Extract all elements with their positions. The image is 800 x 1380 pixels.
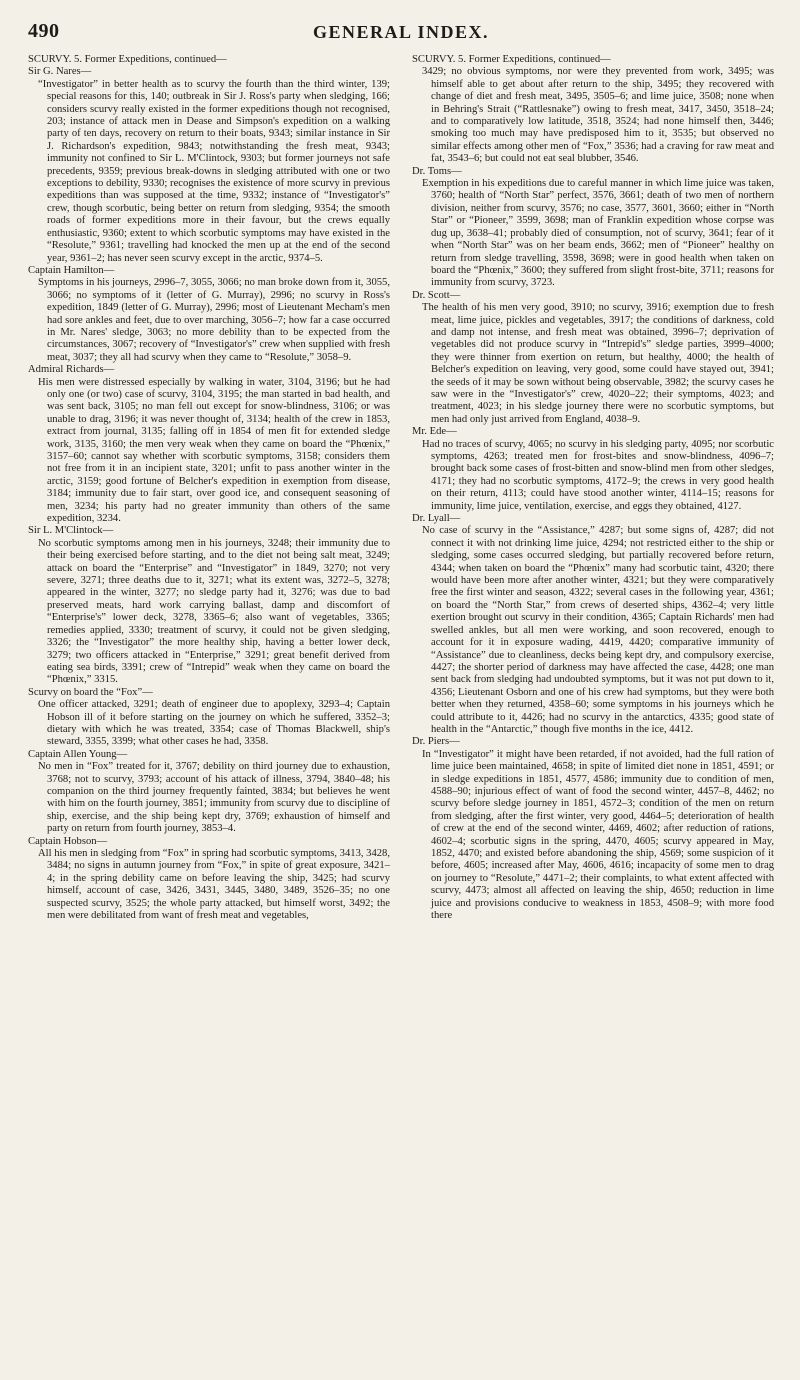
- index-entry: In “Investigator” it might have been retarded, if not avoided, had the full ration of lime juice been maintained, 4658; in spite of limited diet none in 1851, 4591; or in sledge expeditions in 1851, 4577, 4586; immunity due to condition of men, 4588–90; injurious effect of want of food the second winter, 4457–8, 4462; no scurvy before sledge journey in 1851, 4572–3; condition of the men on return from sledging, after the first winter, very good, 4464–5; deterioration of health of crew at the end of the second winter, 4469, 4602; after reduction of rations, 4602–4; scorbutic signs in the spring, 4470, 4605; scurvy appeared in May, 1852, 4470; and existed before abandoning the ship, 4569; some suspicion of it before, 4605; increased after May, 4606, 4616; incapacity of some men to drag on journey to “Resolute,” 4471–2; their complaints, to what extent affected with scurvy, 4473; almost all affected on leaving the ship, 4650; reduction in lime juice and provisions conducive to weakness in 1853, 4508–9; with more food there: [422, 748, 774, 922]
- index-heading: SCURVY. 5. Former Expeditions, continued—: [412, 54, 611, 65]
- index-subheading: Dr. Piers—: [412, 736, 460, 748]
- index-subheading: Captain Hamilton—: [28, 264, 115, 276]
- index-entry: No men in “Fox” treated for it, 3767; debility on third journey due to exhaustion, 3768; not to scurvy, 3793; account of his attack of illness, 3794, 3840–48; his companion on the third journey frequently fainted, 3834; but believes he went with him on the fourth journey, 3851; immunity from scurvy due to discipline of ship, exercise, and the ship being kept dry, 3769; exhaustion of himself and party on return from fourth journey, 3853–4.: [38, 761, 390, 835]
- index-entry: Symptoms in his journeys, 2996–7, 3055, 3066; no man broke down from it, 3055, 3066; no symptoms of it (letter of G. Murray), 2996; no scurvy in Ross's expedition, 1849 (letter of G. Murray), 2996; most of Lieutenant Mecham's men had sore ankles and feet, due to over marching, 3056–7; how far a case occurred in Mr. Nares' sledge, 3063; no more debility than to be expected from the circumstances, 3067; recovery of “Investigator's” crew when supplied with fresh meat, 3037; they all had scurvy when they came to “Resolute,” 3058–9.: [38, 277, 390, 363]
- index-subheading: Captain Hobson—: [28, 835, 108, 847]
- index-entry: Exemption in his expeditions due to careful manner in which lime juice was taken, 3760; health of “North Star” perfect, 3576, 3661; death of two men of northern division, neither from scurvy, 3576; no case, 3577, 3601, 3660; either in “North Star” or “Pioneer,” 3599, 3698; man of Franklin expedition whose corpse was dug up, 3638–41; probably died of consumption, not of scurvy, 3641; fear of it when “North Star” was on her beam ends, 3662; men of “Pioneer” healthy on return from sledge travelling, 3598, 3698; were in good health when taken on board the “Phœnix,” 3600; they suffered from slight frost-bite, 3711; reasons for immunity from scurvy, 3723.: [422, 178, 774, 289]
- index-subheading: Scurvy on board the “Fox”—: [28, 686, 153, 698]
- page-header: [28, 20, 772, 50]
- index-entry: All his men in sledging from “Fox” in spring had scorbutic symptoms, 3413, 3428, 3484; no signs in autumn journey from “Fox,” in spite of great exposure, 3421–4; in the spring debility came on before leaving the ship, 3425; had scurvy himself, account of case, 3426, 3431, 3445, 3480, 3489, 3526–35; no one suspected scurvy, 3525; the whole party attacked, but himself worst, 3492; the men were debilitated from want of fresh meat and vegetables,: [38, 848, 390, 922]
- index-entry: “Investigator” in better health as to scurvy the fourth than the third winter, 139; special reasons for this, 140; outbreak in Sir J. Ross's party when sledging, 166; considers scurvy really existed in the former expeditions though not recognised, 203; instance of attack men in Dease and Simpson's expedition on a walking party of ten days, recovery on return to their boats, 9343; similar instance in Sir J. Richardson's expedition, 9843; notwithstanding the fresh meat, 9343; immunity not confined to Sir L. M'Clintock, 9303; but former journeys not safe precedents, 9359; previous break-downs in sledging attributed with one or two exceptions to debility, 9330; recognises the existence of more scurvy in previous expeditions than was supposed at the time, 9332; instance of “Investigator's” crew, though scorbutic, being better on return from sledging, 9354; the smooth roads of former expeditions more in their favour, but the crews equally enthusiastic, 9360; extent to which scorbutic symptoms may have existed in the “Resolute,” 9361; travelling had knocked the men up at the end of the second year, 9361–2; has never seen scurvy except in the arctic, 9374–5.: [38, 78, 390, 264]
- index-subheading: Admiral Richards—: [28, 364, 115, 376]
- index-subheading: Sir G. Nares—: [28, 66, 92, 78]
- index-subheading: Dr. Scott—: [412, 289, 461, 301]
- index-entry: 3429; no obvious symptoms, nor were they prevented from work, 3495; was himself able to get about after return to the ship, 3495; they recovered with change of diet and fresh meat, 3495, 3505–6; and lime juice, 3508; none when in Behring's Strait (“Rattlesnake”) owing to fresh meat, 3417, 3450, 3518–24; and to comparatively low latitude, 3518, 3524; had none himself then, 3446; smoking too much may have predisposed him to it, 3535; but observed no similar effects among other men of “Fox,” 3536; had a craving for raw meat and fat, 3543–6; but could not eat seal blubber, 3546.: [422, 66, 774, 165]
- index-entry: One officer attacked, 3291; death of engineer due to apoplexy, 3293–4; Captain Hobson ill of it before starting on the journey on which he suffered, 3352–3; dietary with which he was treated, 3354; case of Thomas Blackwell, ship's steward, 3355, 3399; what other cases he had, 3358.: [38, 699, 390, 748]
- index-subheading: Captain Allen Young—: [28, 748, 128, 760]
- index-entry: No case of scurvy in the “Assistance,” 4287; but some signs of, 4287; did not connect it with not drinking lime juice, 4294; not restricted either to the ship or sledging, some cases occurred sledging, but partially recovered before return, 4344; when taken on board the “Phœnix” many had scorbutic taint, 4320; there would have been more after another winter, 4321; but they were comparatively free the first winter and season, 4322; several cases in the following year, 4361; on board the “North Star,” from crews of deserted ships, 4362–4; very little exertion brought out scurvy in their condition, 4365; Captain Richards' men had swelled ankles, but all men were working, and soon recovered, enough to account for it in exposure wading, 4419, 4420; comparative immunity of “Assistance” due to cleanliness, decks being kept dry, and compulsory exercise, 4427; the shorter period of darkness may have affected the case, 4428; one man sent back from sledging had undoubted symptoms, but it was not put down to it, 4356; Lieutenant Osborn and one of his crew had symptoms, but they were both better when they returned, 4358–60; some symptoms in his journeys which he could attribute to it, 4426; had no scurvy in the antarctics, 4335; good state of health in the “Antarctic,” though five months in the ice, 4412.: [422, 525, 774, 735]
- index-entry: Had no traces of scurvy, 4065; no scurvy in his sledging party, 4095; nor scorbutic symptoms, 4263; treated men for frost-bites and snow-blindness, 4096–7; brought back some cases of frost-bitten and snow-blind men from other sledges, 4171; they had no scorbutic symptoms, 4172–9; the crews in very good health on their return, 4113; could have stood another winter, 4114–15; reasons for immunity, lime juice, ventilation, exercise, and eggs they obtained, 4127.: [422, 438, 774, 512]
- index-subheading: Mr. Ede—: [412, 426, 457, 438]
- index-subheading: Dr. Toms—: [412, 165, 462, 177]
- index-heading: SCURVY. 5. Former Expeditions, continued—: [28, 54, 227, 65]
- left-column: [28, 54, 390, 922]
- index-entry: The health of his men very good, 3910; no scurvy, 3916; exemption due to fresh meat, lime juice, pickles and vegetables, 3917; the conditions of darkness, cold and damp not intense, and fresh meat was obtained, 3996–7; deprivation of vegetables did not produce scurvy in “Intrepid's” sledge parties, 3999–4000; they were thinner from exertion on return, but healthy, 4000; the health of Belcher's expedition on leaving, very good, some could have stayed out, 3941; the seeds of it may be sown without being observable, 3982; the scurvy cases he saw were in the “Investigator's” crew, 4020–22; their symptoms, 4023; and treatment, 4023; in his sledge journey there were no scorbutic symptoms, but men had only just arrived from England, 4038–9.: [422, 302, 774, 425]
- index-subheading: Sir L. M'Clintock—: [28, 525, 114, 537]
- running-title: GENERAL INDEX.: [313, 22, 490, 42]
- index-entry: No scorbutic symptoms among men in his journeys, 3248; their immunity due to their being exercised before starting, and to the diet not being salt meat, 3249; attack on board the “Enterprise” and “Investigator” in 1849, 3270; not very severe, 3271; three deaths due to it, 3271; what its extent was, 3272–5, 3278; appeared in the winter, 3277; no sledge party had it, 3276; was due to bad preserved meats, hard work carrying ballast, damp and discomfort of “Enterprise's” lower deck, 3278, 3365–6; also want of vegetables, 3365; remedies applied, 3330; treatment of scurvy, it could not be given sledging, 3326; the “Investigator” the more healthy ship, having a better lower deck, 3279; two officers attacked in “Enterprise,” 3291; great benefit derived from eating sea birds, 3391; crew of “Intrepid” weak when they came on board the “Phœnix,” 3315.: [38, 537, 390, 686]
- index-entry: His men were distressed especially by walking in water, 3104, 3196; but he had only one (or two) case of scurvy, 3104, 3195; the man started in bad health, and was sent back, 3105; no man fell out except for snow-blindness, 3106; or was unable to drag, 3196; it was never thought of, 3134; health of the crew in 1853, extract from journal, 3135; falling off in 1854 of men fit for extended sledge work, 3135, 3160; the men very weak when they came on board the “Phœnix,” 3157–60; cannot say whether with scorbutic symptoms, 3158; considers them not free from it in an incipient state, 3201; unfit to pass another winter in the arctic, 3159; good fortune of Belcher's expedition in exemption from disease, 3184; immunity due to fair start, over good ice, and consequent seasoning of men, 3234; his party had no greater immunity than others of the same expedition, 3234.: [38, 376, 390, 525]
- page-number: 490: [28, 20, 60, 42]
- index-subheading: Dr. Lyall—: [412, 513, 461, 525]
- right-column: [412, 54, 774, 922]
